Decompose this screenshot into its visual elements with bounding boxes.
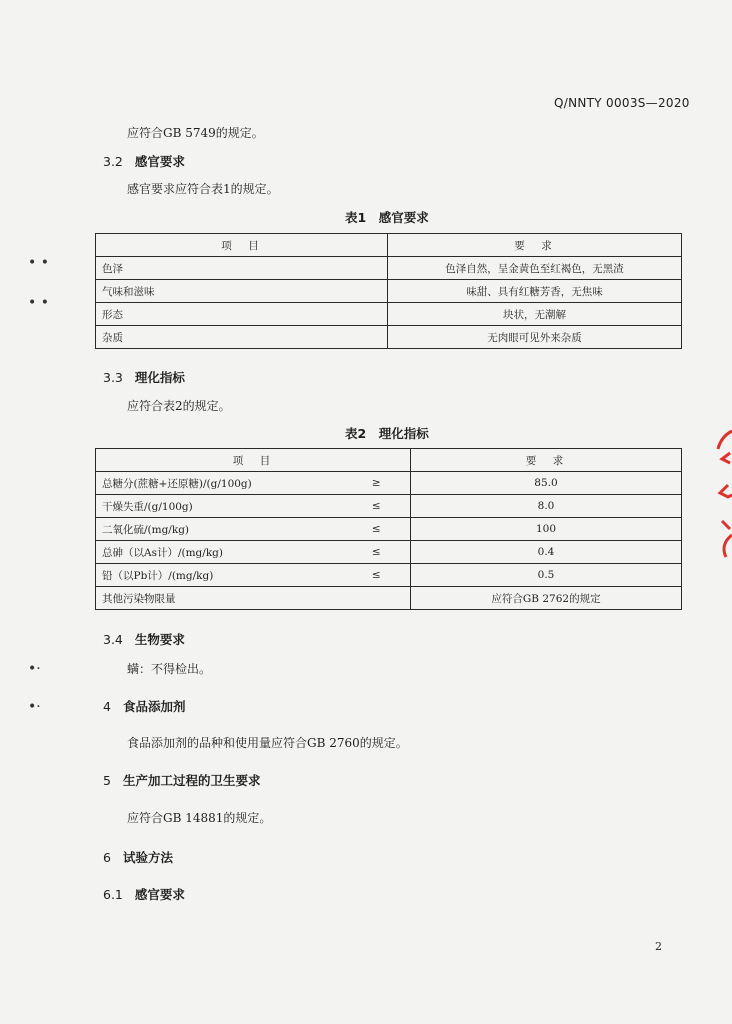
section-3-4-text: 螨：不得检出。: [127, 662, 212, 676]
table-row: [96, 495, 682, 518]
header-cell: 要 求: [388, 234, 682, 257]
table-header-row: [96, 449, 682, 472]
section-6-1-heading: [103, 885, 185, 903]
section-4-text: 食品添加剂的品种和使用量应符合GB 2760的规定。: [127, 736, 408, 750]
header-cell: 要 求: [411, 449, 682, 472]
section-number: 6.1: [103, 887, 123, 902]
operator-cell: ≤: [343, 495, 411, 518]
section-title: 感官要求: [134, 154, 185, 169]
requirement-cell: 100: [411, 518, 682, 541]
item-cell: 铅（以Pb计）/(mg/kg): [96, 564, 343, 587]
item-cell: 其他污染物限量: [96, 587, 343, 610]
table-row: [96, 303, 682, 326]
requirement-cell: 无肉眼可见外来杂质: [388, 326, 682, 349]
table-row: [96, 472, 682, 495]
section-6-heading: [103, 848, 173, 866]
item-cell: 干燥失重/(g/100g): [96, 495, 343, 518]
table2-caption: 表2 理化指标: [345, 426, 429, 441]
section-title: 感官要求: [134, 887, 185, 902]
requirement-cell: 色泽自然，呈金黄色至红褐色，无黑渣: [388, 257, 682, 280]
section-3-4-heading: [103, 630, 185, 648]
table1-sensory: [95, 233, 682, 349]
section-title: 食品添加剂: [122, 699, 186, 714]
standard-code: Q/NNTY 0003S—2020: [554, 96, 690, 110]
header-cell: 项 目: [96, 234, 388, 257]
requirement-cell: 味甜、具有红糖芳香，无焦味: [388, 280, 682, 303]
item-cell: 二氧化硫/(mg/kg): [96, 518, 343, 541]
requirement-cell: 85.0: [411, 472, 682, 495]
item-cell: 杂质: [96, 326, 388, 349]
section-title: 生物要求: [134, 632, 185, 647]
section-title: 试验方法: [122, 850, 173, 865]
section-4-heading: [103, 697, 185, 715]
requirement-cell: 0.5: [411, 564, 682, 587]
paragraph-3-1-end: 应符合GB 5749的规定。: [127, 126, 264, 140]
requirement-cell: 0.4: [411, 541, 682, 564]
table-row: [96, 257, 682, 280]
operator-cell: ≤: [343, 541, 411, 564]
requirement-cell: 8.0: [411, 495, 682, 518]
table-row: [96, 326, 682, 349]
section-number: 4: [103, 699, 111, 714]
item-cell: 色泽: [96, 257, 388, 280]
table1-caption: 表1 感官要求: [345, 210, 429, 225]
punch-mark: •·: [28, 661, 41, 677]
table-header-row: [96, 234, 682, 257]
table-row: [96, 564, 682, 587]
item-cell: 总糖分(蔗糖+还原糖)/(g/100g): [96, 472, 343, 495]
red-seal-fragment-icon: [712, 425, 732, 570]
requirement-cell: 块状，无潮解: [388, 303, 682, 326]
section-3-3-heading: [103, 368, 185, 386]
section-3-2-heading: [103, 152, 185, 170]
punch-mark: •·: [28, 699, 41, 715]
punch-mark: • •: [28, 255, 49, 271]
section-number: 3.3: [103, 370, 123, 385]
operator-cell: ≤: [343, 564, 411, 587]
section-title: 生产加工过程的卫生要求: [122, 773, 261, 788]
operator-cell: ≤: [343, 518, 411, 541]
requirement-cell: 应符合GB 2762的规定: [411, 587, 682, 610]
section-title: 理化指标: [134, 370, 185, 385]
item-cell: 总砷（以As计）/(mg/kg): [96, 541, 343, 564]
table-row: [96, 518, 682, 541]
page-number: 2: [655, 940, 662, 953]
header-cell: 项 目: [96, 449, 411, 472]
table-row: [96, 587, 682, 610]
table2-physicochemical: [95, 448, 682, 610]
table-row: [96, 280, 682, 303]
section-number: 3.2: [103, 154, 123, 169]
section-5-heading: [103, 771, 260, 789]
item-cell: 形态: [96, 303, 388, 326]
operator-cell: ≥: [343, 472, 411, 495]
section-3-2-text: 感官要求应符合表1的规定。: [127, 182, 279, 196]
section-number: 3.4: [103, 632, 123, 647]
table-row: [96, 541, 682, 564]
section-number: 5: [103, 773, 111, 788]
section-3-3-text: 应符合表2的规定。: [127, 399, 231, 413]
section-5-text: 应符合GB 14881的规定。: [127, 811, 272, 825]
section-number: 6: [103, 850, 111, 865]
item-cell: 气味和滋味: [96, 280, 388, 303]
punch-mark: • •: [28, 295, 49, 311]
operator-cell: [343, 587, 411, 610]
